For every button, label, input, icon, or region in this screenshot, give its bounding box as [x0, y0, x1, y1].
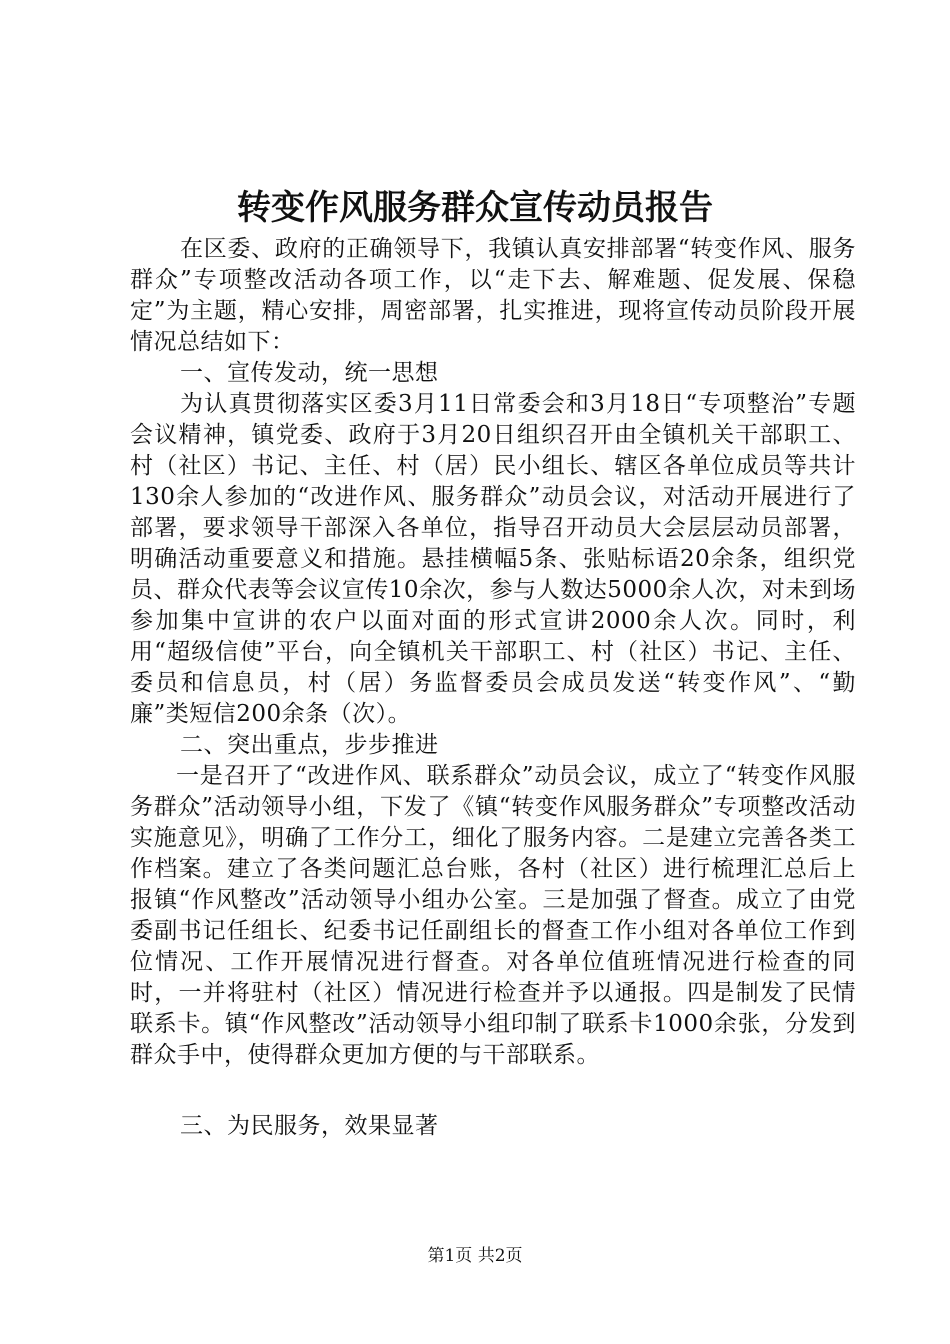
section-2-paragraph: 一是召开了“改进作风、联系群众”动员会议，成立了“转变作风服务群众”活动领导小组，下发了《镇“转变作风服务群众”专项整改活动实施意见》，明确了工作分工，细化了服务内容。二是建立完善各类工作档案。建立了各类问题汇总台账，各村（社区）进行梳理汇总后上报镇“作风整改”活动领导小组办公室。三是加强了督查。成立了由党委副书记任组长、纪委书记任副组长的督查工作小组对各单位工作到位情况、工作开展情况进行督查。对各单位值班情况进行检查的同时，一并将驻村（社区）情况进行检查并予以通报。四是制发了民情联系卡。镇“作风整改”活动领导小组印制了联系卡1000余张，分发到群众手中，使得群众更加方便的与干部联系。	[130, 763, 856, 1068]
page-indicator: 第1页 共2页	[427, 1246, 523, 1266]
intro-paragraph: 在区委、政府的正确领导下，我镇认真安排部署“转变作风、服务群众”专项整改活动各项工作，以“走下去、解难题、促发展、保稳定”为主题，精心安排，周密部署，扎实推进，现将宣传动员阶段开展情况总结如下：	[130, 236, 856, 355]
section-heading-2: 二、突出重点，步步推进	[180, 732, 439, 758]
document-body	[130, 234, 856, 1142]
section-heading-1: 一、宣传发动，统一思想	[180, 360, 439, 386]
section-heading-3: 三、为民服务，效果显著	[180, 1113, 439, 1139]
section-1-paragraph: 为认真贯彻落实区委3月11日常委会和3月18日“专项整治”专题会议精神，镇党委、政府于3月20日组织召开由全镇机关干部职工、村（社区）书记、主任、村（居）民小组长、辖区各单位成员等共计130余人参加的“改进作风、服务群众”动员会议，对活动开展进行了部署，要求领导干部深入各单位，指导召开动员大会层层动员部署，明确活动重要意义和措施。悬挂横幅5条、张贴标语20余条，组织党员、群众代表等会议宣传10余次，参与人数达5000余人次，对未到场参加集中宣讲的农户以面对面的形式宣讲2000余人次。同时，利用“超级信使”平台，向全镇机关干部职工、村（社区）书记、主任、委员和信息员，村（居）务监督委员会成员发送“转变作风”、“勤廉”类短信200余条（次）。	[130, 391, 856, 727]
document-title: 转变作风服务群众宣传动员报告	[237, 188, 713, 228]
